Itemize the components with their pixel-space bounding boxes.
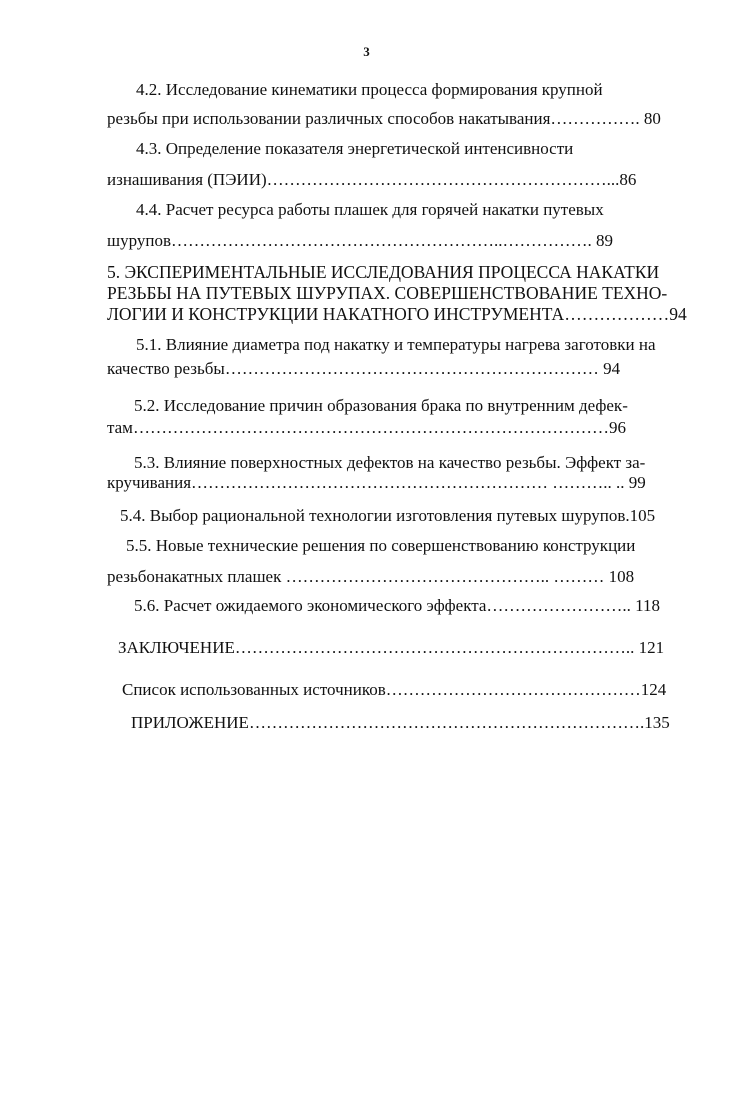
toc-chapter-5-line-1: 5. ЭКСПЕРИМЕНТАЛЬНЫЕ ИССЛЕДОВАНИЯ ПРОЦЕССА НАКАТКИ: [107, 262, 660, 282]
toc-line-4-3-b: изнашивания (ПЭИИ)……………………………………………………...86: [107, 170, 637, 189]
toc-line-5-6: 5.6. Расчет ожидаемого экономического эффекта…………………….. 118: [134, 596, 661, 615]
toc-line-5-3-a: 5.3. Влияние поверхностных дефектов на качество резьбы. Эффект за-: [134, 453, 646, 472]
toc-line-5-2-a: 5.2. Исследование причин образования брака по внутренним дефек-: [134, 396, 628, 415]
toc-appendix: ПРИЛОЖЕНИЕ…………………………………………………………….135: [131, 713, 670, 732]
page-number: 3: [363, 44, 370, 59]
toc-line-5-5-b: резьбонакатных плашек ……………………………………….. ……… 108: [107, 567, 635, 586]
toc-line-4-4-b: шурупов…………………………………………………..……………. 89: [107, 231, 613, 250]
toc-line-5-1-a: 5.1. Влияние диаметра под накатку и температуры нагрева заготовки на: [136, 335, 656, 354]
toc-line-4-4-a: 4.4. Расчет ресурса работы плашек для горячей накатки путевых: [136, 200, 604, 219]
toc-line-5-3-b: кручивания……………………………………………………… ……….. .. 99: [107, 473, 646, 492]
toc-line-4-2-a: 4.2. Исследование кинематики процесса формирования крупной: [136, 80, 603, 99]
toc-line-5-1-b: качество резьбы………………………………………………………… 94: [107, 359, 621, 378]
toc-line-5-2-b: там…………………………………………………………………………96: [107, 418, 626, 437]
toc-line-4-2-b: резьбы при использовании различных способов накатывания……………. 80: [107, 109, 661, 128]
toc-chapter-5-line-3: ЛОГИИ И КОНСТРУКЦИИ НАКАТНОГО ИНСТРУМЕНТА………………94: [107, 304, 687, 324]
toc-conclusion: ЗАКЛЮЧЕНИЕ…………………………………………………………….. 121: [118, 638, 665, 657]
toc-line-4-3-a: 4.3. Определение показателя энергетической интенсивности: [136, 139, 574, 158]
toc-references: Список использованных источников………………………………………124: [122, 680, 667, 699]
toc-line-5-5-a: 5.5. Новые технические решения по совершенствованию конструкции: [126, 536, 636, 555]
toc-chapter-5-line-2: РЕЗЬБЫ НА ПУТЕВЫХ ШУРУПАХ. СОВЕРШЕНСТВОВАНИЕ ТЕХНО-: [107, 283, 668, 303]
toc-line-5-4: 5.4. Выбор рациональной технологии изготовления путевых шурупов.105: [120, 506, 656, 525]
